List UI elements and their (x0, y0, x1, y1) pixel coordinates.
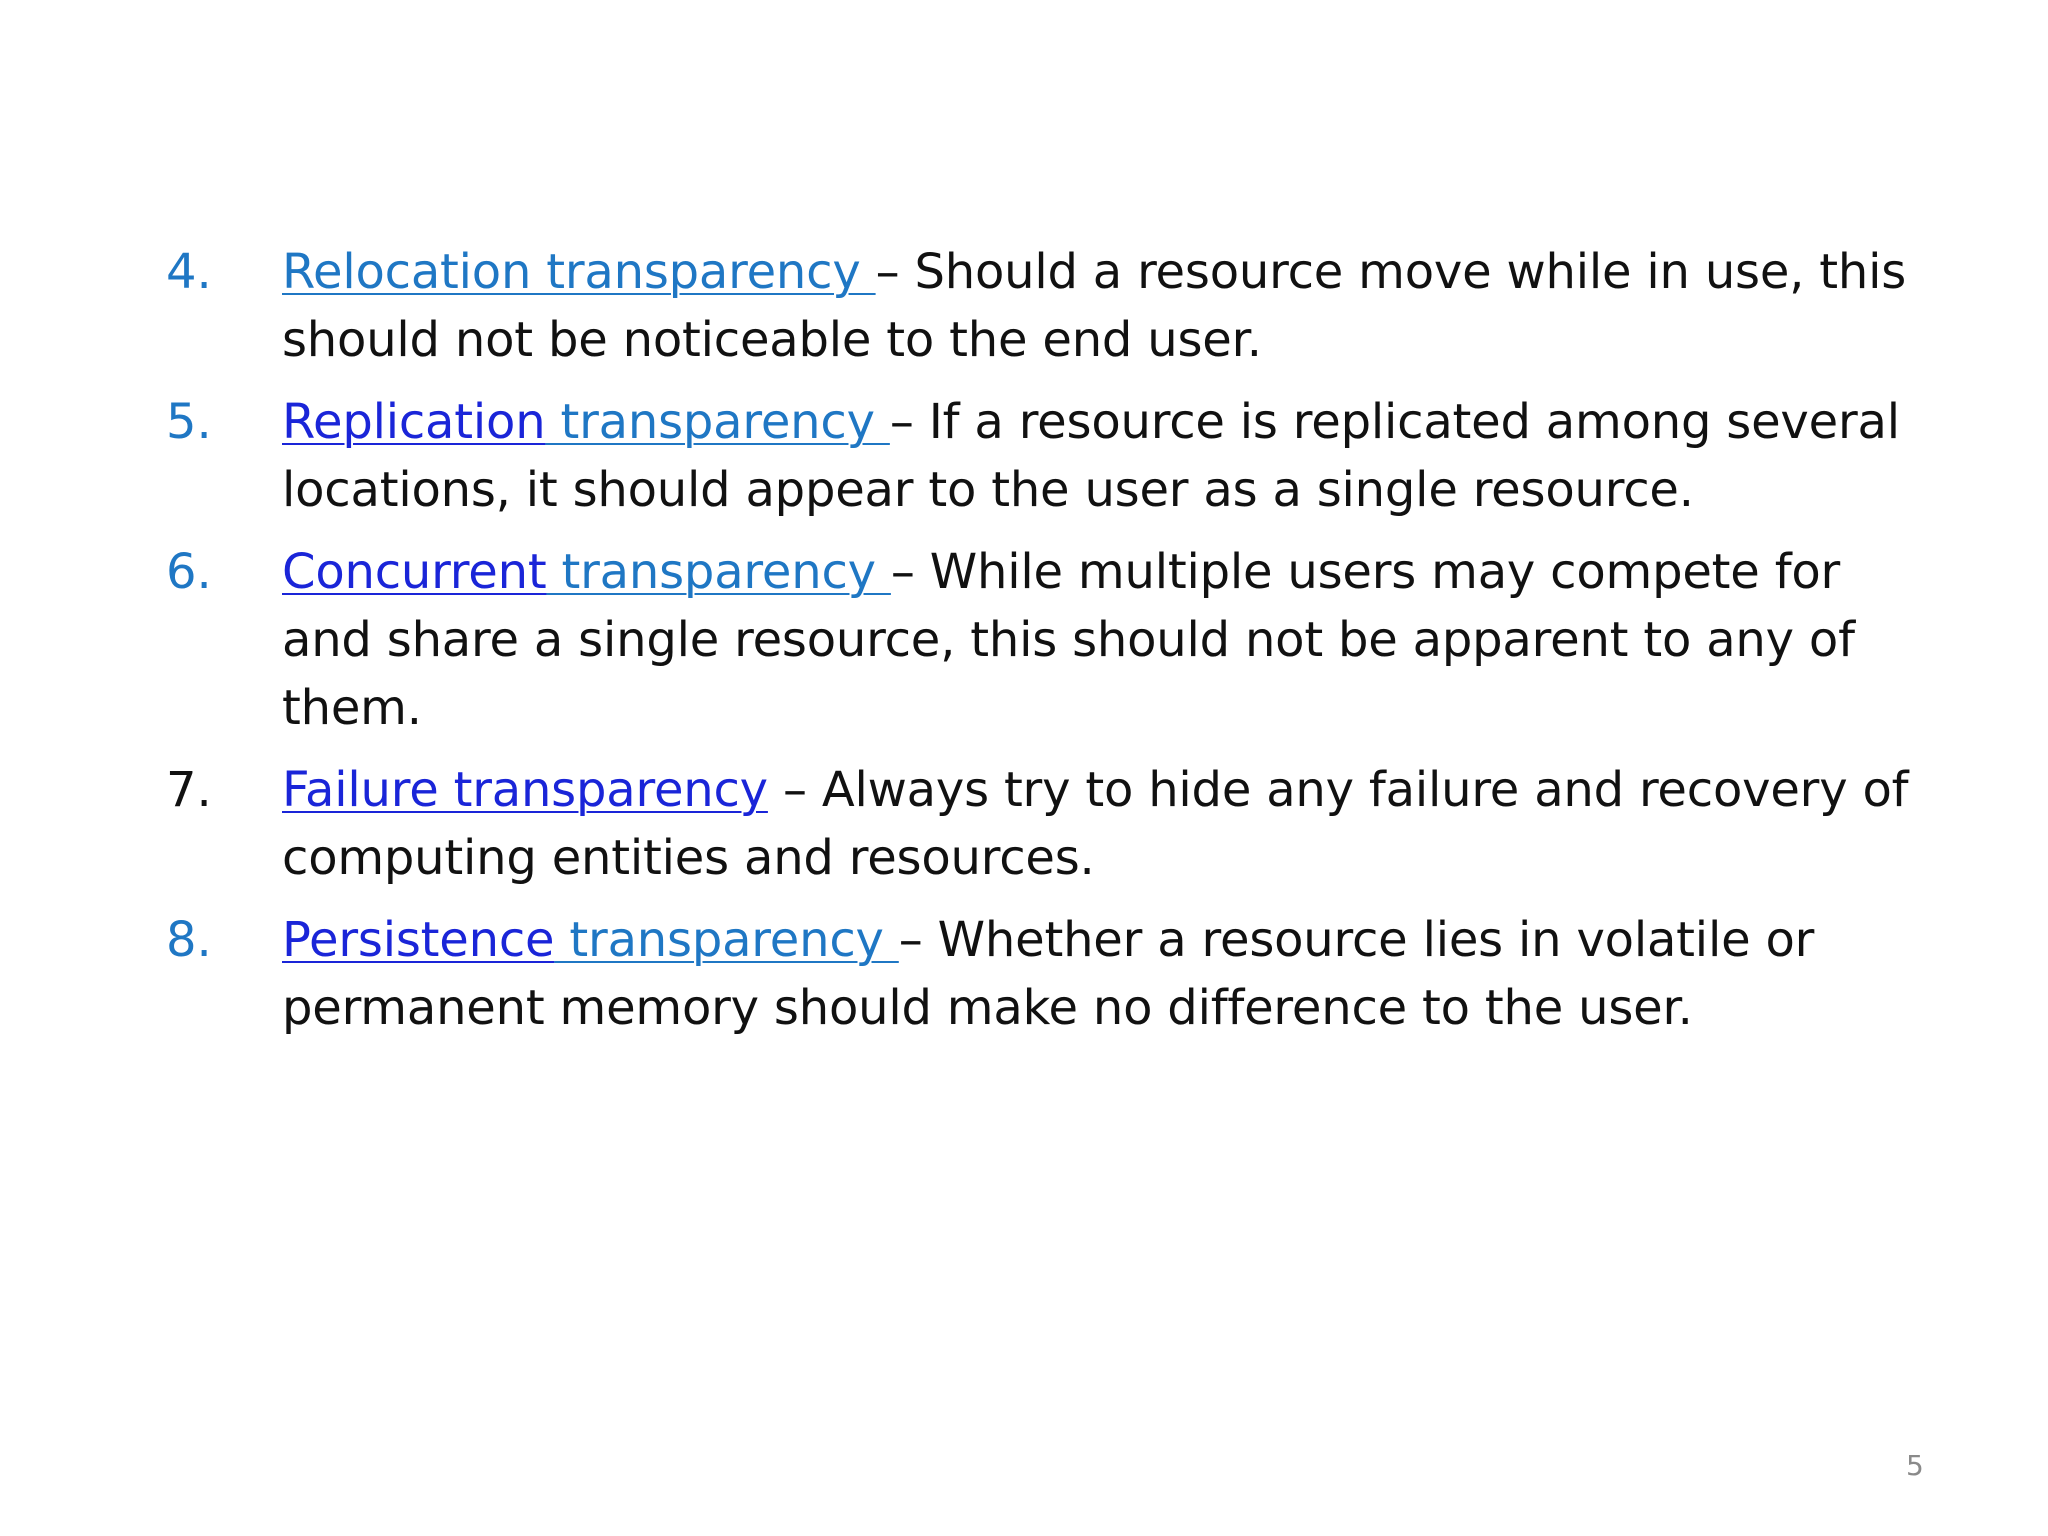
item-number: 7. (166, 762, 212, 818)
list-item-concurrent (0, 538, 2048, 742)
persistence-link[interactable]: Persistence (282, 912, 555, 968)
failure-transparency-link[interactable]: Failure transparency (282, 762, 768, 818)
concurrent-transparency-link[interactable]: transparency (546, 544, 891, 600)
item-text (282, 238, 1942, 374)
relocation-transparency-link[interactable]: Relocation transparency (282, 244, 876, 300)
item-description: – Should a resource move while in use, this should not be noticeable to the end user. (282, 244, 1907, 368)
replication-link[interactable]: Replication (282, 394, 546, 450)
item-text (282, 388, 1942, 524)
item-number: 8. (166, 912, 212, 968)
item-number: 6. (166, 544, 212, 600)
concurrent-link[interactable]: Concurrent (282, 544, 547, 600)
transparency-list (0, 238, 2048, 1056)
item-text (282, 906, 1942, 1042)
page-number: 5 (1906, 1449, 1924, 1482)
list-item-relocation (0, 238, 2048, 374)
item-number: 4. (166, 244, 212, 300)
item-description: – Always try to hide any failure and recovery of computing entities and resources. (282, 762, 1909, 886)
persistence-transparency-link[interactable]: transparency (554, 912, 899, 968)
item-number: 5. (166, 394, 212, 450)
item-description: – Whether a resource lies in volatile or permanent memory should make no difference to the user. (282, 912, 1815, 1036)
item-text (282, 756, 1942, 892)
item-text (282, 538, 1942, 742)
item-description: – If a resource is replicated among several locations, it should appear to the user as a single resource. (282, 394, 1900, 518)
replication-transparency-link[interactable]: transparency (545, 394, 890, 450)
item-description: – While multiple users may compete for and share a single resource, this should not be apparent to any of them. (282, 544, 1855, 736)
list-item-replication (0, 388, 2048, 524)
list-item-failure (0, 756, 2048, 892)
list-item-persistence (0, 906, 2048, 1042)
